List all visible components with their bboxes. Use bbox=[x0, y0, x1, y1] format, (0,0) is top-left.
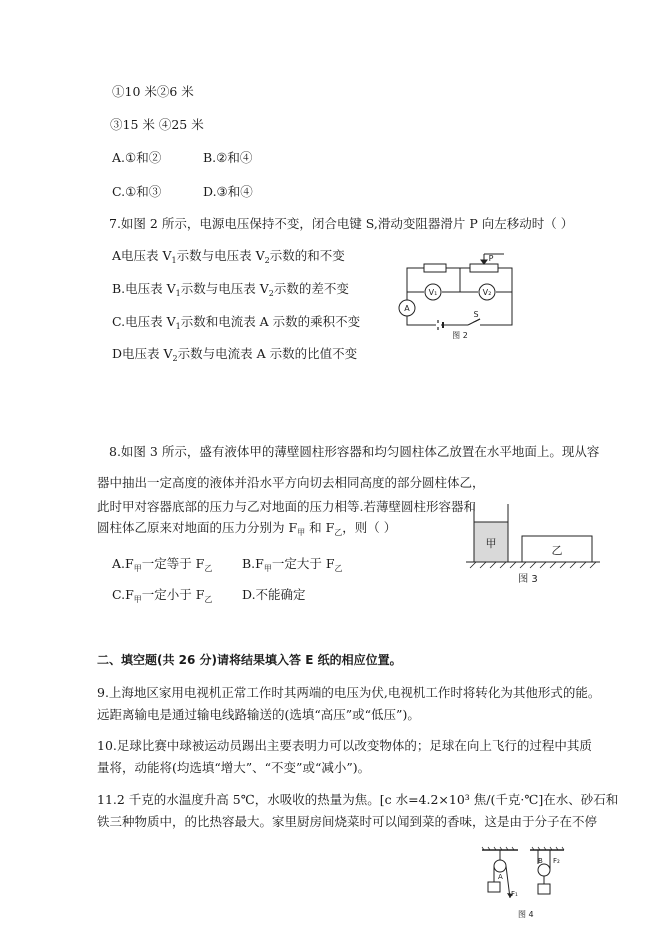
q7-stem: 7.如图 2 所示，电源电压保持不变，闭合电键 S,滑动变阻器滑片 P 向左移动时（ ） bbox=[109, 216, 574, 231]
pulley-b-label: B bbox=[538, 857, 543, 865]
q8-choice-c: $C.F_甲$一定小于 $F_乙$ bbox=[112, 587, 213, 604]
q6-choice-b: B.②和④ bbox=[203, 150, 253, 165]
q6-choice-d: D.③和④ bbox=[203, 184, 253, 199]
q8-line1: 8.如图 3 所示，盛有液体甲的薄壁圆柱形容器和均匀圆柱体乙放置在水平地面上。现从容 bbox=[109, 444, 600, 459]
q8-line2: 器中抽出一定高度的液体并沿水平方向切去相同高度的部分圆柱体乙， bbox=[97, 475, 485, 490]
ammeter-label: A bbox=[404, 304, 410, 313]
liquid-jia-label: 甲 bbox=[485, 537, 497, 550]
force-f1-label: F₁ bbox=[511, 890, 518, 898]
v1-meter-label: V₁ bbox=[428, 288, 438, 297]
q6-choice-a: A.①和② bbox=[112, 150, 162, 165]
q11-line2: 铁三种物质中，的比热容最大。家里厨房间烧菜时可以闻到菜的香味，这是由于分子在不停 bbox=[97, 814, 598, 829]
q10-line1: 10.足球比赛中球被运动员踢出主要表明力可以改变物体的；足球在向上飞行的过程中其质 bbox=[97, 738, 592, 753]
q7-choice-c: C.电压表 $V_1$示数和电流表 A 示数的乘积不变 bbox=[112, 314, 361, 331]
circuit-figure-2 bbox=[392, 250, 522, 340]
q7-choice-a: A电压表 $V_1$示数与电压表 $V_2$示数的和不变 bbox=[112, 248, 345, 265]
figure-4-caption: 图 4 bbox=[518, 910, 534, 919]
q6-choice-c: C.①和③ bbox=[112, 184, 162, 199]
q6-options-row1: ①10 米②6 米 bbox=[112, 84, 194, 99]
pulley-figure-4 bbox=[478, 846, 568, 920]
pulley-a-label: A bbox=[498, 873, 503, 881]
q6-options-row2: ③15 米 ④25 米 bbox=[110, 117, 204, 132]
q8-line3: 此时甲对容器底部的压力与乙对地面的压力相等.若薄壁圆柱形容器和 bbox=[97, 499, 476, 514]
q8-choice-a: $A.F_甲$一定等于 $F_乙$ bbox=[112, 556, 213, 573]
slider-label: P bbox=[488, 254, 494, 263]
cylinder-yi-label: 乙 bbox=[551, 544, 563, 557]
q8-line4: 圆柱体乙原来对地面的压力分别为 $F_甲$ 和 $F_乙$，则（ ） bbox=[97, 520, 397, 537]
q7-choice-b: B.电压表 $V_1$示数与电压表 $V_2$示数的差不变 bbox=[112, 281, 349, 298]
q7-choice-d: D电压表 $V_2$示数与电流表 A 示数的比值不变 bbox=[112, 346, 358, 363]
container-cylinder-figure-3 bbox=[462, 498, 604, 588]
v2-meter-label: V₂ bbox=[482, 288, 492, 297]
q11-line1: 11.2 千克的水温度升高 5℃，水吸收的热量为焦。[c 水=4.2×10³ 焦/(千克·℃]在水、砂石和 bbox=[97, 792, 619, 807]
q9-line1: 9.上海地区家用电视机正常工作时其两端的电压为伏,电视机工作时将转化为其他形式的能。 bbox=[97, 685, 601, 700]
figure-3-caption: 图 3 bbox=[518, 574, 538, 585]
q9-line2: 远距离输电是通过输电线路输送的(选填“高压”或“低压”)。 bbox=[97, 707, 420, 722]
q8-choice-d: D.不能确定 bbox=[242, 587, 306, 602]
q8-choice-b: $B.F_甲$一定大于 $F_乙$ bbox=[242, 556, 343, 573]
figure-2-caption: 图 2 bbox=[452, 331, 468, 340]
q10-line2: 量将，动能将(均选填“增大”、“不变”或“减小”)。 bbox=[97, 760, 371, 775]
switch-label: S bbox=[473, 310, 479, 319]
force-f2-label: F₂ bbox=[553, 857, 560, 865]
section-2-header: 二、填空题(共 26 分)请将结果填入答 E 纸的相应位置。 bbox=[97, 653, 402, 667]
